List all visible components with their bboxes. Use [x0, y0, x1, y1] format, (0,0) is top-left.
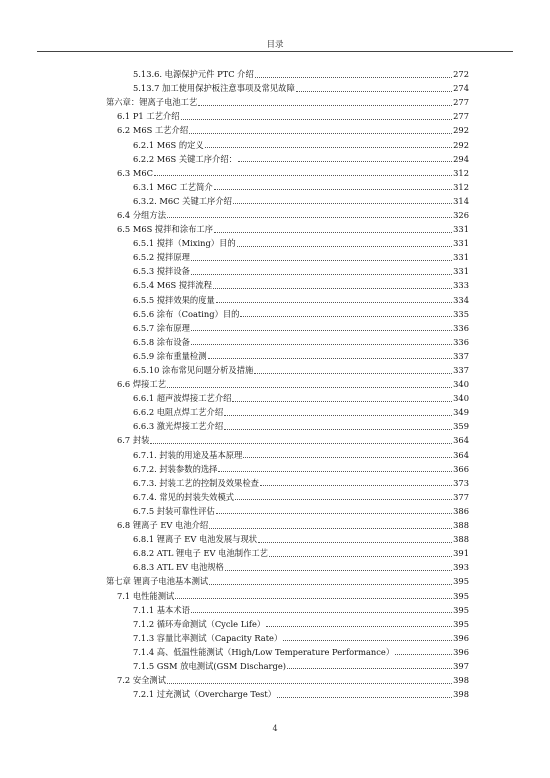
toc-entry-page: 391 [453, 548, 469, 559]
toc-entry[interactable] [0, 560, 550, 574]
toc-entry[interactable] [0, 222, 550, 236]
toc-dot-leader [224, 415, 452, 416]
toc-entry[interactable] [0, 588, 550, 602]
toc-entry-page: 349 [453, 407, 469, 418]
toc-entry[interactable] [0, 659, 550, 673]
toc-entry[interactable] [0, 645, 550, 659]
toc-entry-page: 397 [453, 660, 469, 671]
toc-entry-page: 396 [453, 632, 469, 643]
toc-dot-leader [287, 668, 452, 669]
toc-entry-page: 336 [453, 322, 469, 333]
toc-entry-title: 6.4 分组方法 [117, 209, 167, 220]
toc-entry-title: 6.5.4 M6S 搅拌流程 [133, 280, 213, 291]
toc-entry-page: 364 [453, 435, 469, 446]
toc-entry-title: 6.6.1 超声波焊接工艺介绍 [133, 393, 232, 404]
toc-dot-leader [189, 133, 452, 134]
toc-dot-leader [191, 260, 452, 261]
toc-entry-page: 312 [453, 181, 469, 192]
toc-entry-title: 5.13.7 加工使用保护板注意事项及常见故障 [133, 83, 295, 94]
toc-dot-leader [255, 77, 452, 78]
header-rule [37, 51, 513, 52]
toc-entry-page: 398 [453, 675, 469, 686]
toc-dot-leader [260, 485, 452, 486]
toc-dot-leader [238, 161, 452, 162]
toc-entry-page: 377 [453, 491, 469, 502]
toc-dot-leader [254, 373, 452, 374]
toc-dot-leader [237, 246, 452, 247]
toc-entry-title: 7.1.3 容量比率测试（Capacity Rate） [133, 632, 283, 643]
toc-entry-title: 7.2 安全测试 [117, 675, 167, 686]
toc-entry-page: 340 [453, 393, 469, 404]
toc-entry[interactable] [0, 236, 550, 250]
toc-entry[interactable] [0, 363, 550, 377]
toc-entry[interactable] [0, 166, 550, 180]
toc-dot-leader [191, 274, 452, 275]
toc-dot-leader [154, 175, 452, 176]
toc-entry-page: 337 [453, 365, 469, 376]
toc-entry-title: 6.3 M6C [117, 167, 153, 178]
toc-entry-page: 337 [453, 350, 469, 361]
toc-dot-leader [216, 513, 452, 514]
toc-entry-title: 6.2.1 M6S 的定义 [133, 139, 204, 150]
toc-entry[interactable] [0, 307, 550, 321]
toc-entry[interactable] [0, 476, 550, 490]
toc-entry-title: 6.5.10 涂布常见问题分析及措施 [133, 365, 254, 376]
toc-entry-title: 6.7.2. 封装参数的选择 [133, 463, 218, 474]
toc-dot-leader [224, 429, 452, 430]
toc-dot-leader [191, 612, 452, 613]
toc-entry[interactable] [0, 109, 550, 123]
toc-dot-leader [198, 105, 452, 106]
toc-entry-title: 6.5.6 涂布（Coating）目的 [133, 308, 240, 319]
toc-entry-page: 294 [453, 153, 469, 164]
toc-dot-leader [218, 471, 452, 472]
toc-entry-page: 388 [453, 520, 469, 531]
toc-entry[interactable] [0, 603, 550, 617]
toc-dot-leader [258, 542, 452, 543]
toc-entry-title: 7.1.5 GSM 放电测试(GSM Discharge) [133, 660, 286, 671]
toc-entry[interactable] [0, 95, 550, 109]
toc-entry[interactable] [0, 405, 550, 419]
toc-entry-page: 314 [453, 195, 469, 206]
toc-entry-title: 6.5.3 搅拌设备 [133, 266, 190, 277]
toc-dot-leader [175, 598, 452, 599]
toc-entry-page: 292 [453, 139, 469, 150]
toc-entry[interactable] [0, 391, 550, 405]
toc-dot-leader [209, 528, 452, 529]
toc-dot-leader [167, 387, 452, 388]
toc-dot-leader [277, 697, 452, 698]
toc-entry[interactable] [0, 81, 550, 95]
toc-entry[interactable] [0, 293, 550, 307]
page-number: 4 [272, 724, 278, 733]
toc-dot-leader [243, 457, 452, 458]
toc-entry[interactable] [0, 67, 550, 81]
toc-entry-title: 6.2 M6S 工艺介绍 [117, 125, 189, 136]
toc-entry-title: 6.5.2 搅拌原理 [133, 252, 190, 263]
toc-entry-page: 395 [453, 576, 469, 587]
toc-entry-title: 6.5.8 涂布设备 [133, 336, 190, 347]
toc-dot-leader [395, 654, 452, 655]
toc-dot-leader [225, 570, 452, 571]
toc-entry-title: 6.5.1 搅拌（Mixing）目的 [133, 238, 236, 249]
toc-entry-page: 393 [453, 562, 469, 573]
toc-entry[interactable] [0, 335, 550, 349]
toc-entry-title: 6.7.5 封装可靠性评估 [133, 505, 215, 516]
toc-entry-title: 6.5.5 搅拌效果的度量 [133, 294, 215, 305]
toc-entry[interactable] [0, 532, 550, 546]
toc-entry[interactable] [0, 433, 550, 447]
toc-dot-leader [266, 626, 452, 627]
toc-entry-page: 395 [453, 590, 469, 601]
toc-entry-page: 395 [453, 604, 469, 615]
toc-entry-title: 7.1.4 高、低温性能测试（High/Low Temperature Performance） [133, 646, 395, 657]
toc-entry-page: 274 [453, 83, 469, 94]
toc-entry-page: 386 [453, 505, 469, 516]
toc-dot-leader [233, 203, 452, 204]
toc-entry-title: 6.8.2 ATL 锂电子 EV 电池制作工艺 [133, 548, 268, 559]
toc-entry-title: 6.6 焊接工艺 [117, 379, 167, 390]
table-of-contents [0, 67, 550, 701]
toc-dot-leader [205, 147, 452, 148]
toc-entry-title: 6.3.2. M6C 关键工序介绍 [133, 195, 232, 206]
toc-entry-page: 395 [453, 618, 469, 629]
toc-entry[interactable] [0, 687, 550, 701]
toc-dot-leader [235, 499, 452, 500]
toc-dot-leader [167, 217, 452, 218]
toc-dot-leader [269, 556, 452, 557]
toc-entry-page: 331 [453, 224, 469, 235]
toc-entry-page: 373 [453, 477, 469, 488]
toc-dot-leader [213, 288, 452, 289]
page-header-title: 目录 [266, 40, 284, 50]
toc-entry-title: 7.1.2 循环寿命测试（Cycle Life） [133, 618, 266, 629]
toc-entry[interactable] [0, 123, 550, 137]
toc-entry-page: 336 [453, 336, 469, 347]
toc-entry-title: 6.6.2 电阻点焊工艺介绍 [133, 407, 224, 418]
toc-dot-leader [214, 232, 452, 233]
toc-entry[interactable] [0, 462, 550, 476]
toc-entry-title: 6.8.1 锂离子 EV 电池发展与现状 [133, 534, 258, 545]
toc-entry-title: 第七章 锂离子电池基本测试 [106, 576, 209, 587]
toc-entry-page: 331 [453, 266, 469, 277]
toc-entry-title: 6.5 M6S 搅拌和涂布工序 [117, 224, 214, 235]
toc-entry[interactable] [0, 617, 550, 631]
toc-dot-leader [240, 316, 452, 317]
toc-entry[interactable] [0, 518, 550, 532]
toc-entry[interactable] [0, 264, 550, 278]
toc-entry-page: 333 [453, 280, 469, 291]
toc-entry[interactable] [0, 349, 550, 363]
toc-entry[interactable] [0, 504, 550, 518]
toc-entry[interactable] [0, 546, 550, 560]
toc-entry[interactable] [0, 673, 550, 687]
toc-dot-leader [191, 330, 452, 331]
toc-dot-leader [296, 91, 452, 92]
toc-entry-page: 277 [453, 97, 469, 108]
toc-entry-title: 6.5.7 涂布原理 [133, 322, 190, 333]
toc-dot-leader [191, 344, 452, 345]
toc-entry-page: 277 [453, 111, 469, 122]
toc-entry-title: 5.13.6. 电源保护元件 PTC 介绍 [133, 69, 254, 80]
toc-entry-title: 7.1 电性能测试 [117, 590, 175, 601]
toc-dot-leader [214, 189, 452, 190]
toc-dot-leader [150, 443, 452, 444]
toc-entry-title: 6.5.9 涂布重量检测 [133, 350, 207, 361]
toc-entry[interactable] [0, 208, 550, 222]
toc-entry-page: 396 [453, 646, 469, 657]
toc-entry[interactable] [0, 574, 550, 588]
toc-dot-leader [167, 683, 452, 684]
toc-entry-page: 331 [453, 252, 469, 263]
toc-entry[interactable] [0, 180, 550, 194]
toc-entry-title: 第六章：锂离子电池工艺 [106, 97, 198, 108]
toc-entry-title: 6.6.3 激光焊接工艺介绍 [133, 421, 224, 432]
toc-entry[interactable] [0, 490, 550, 504]
toc-entry-page: 312 [453, 167, 469, 178]
toc-dot-leader [283, 640, 452, 641]
toc-entry[interactable] [0, 448, 550, 462]
toc-entry-title: 6.7.1. 封装的用途及基本原理 [133, 449, 243, 460]
toc-entry-page: 292 [453, 125, 469, 136]
toc-entry-page: 398 [453, 689, 469, 700]
toc-dot-leader [216, 302, 452, 303]
toc-entry-title: 6.2.2 M6S 关键工序介绍： [133, 153, 237, 164]
toc-entry-page: 340 [453, 379, 469, 390]
toc-entry-title: 6.7.4. 常见的封装失效模式 [133, 491, 235, 502]
toc-entry-page: 366 [453, 463, 469, 474]
toc-dot-leader [232, 401, 452, 402]
toc-entry[interactable] [0, 278, 550, 292]
toc-entry-title: 6.7.3. 封装工艺的控制及效果检查 [133, 477, 259, 488]
toc-entry-page: 388 [453, 534, 469, 545]
toc-entry[interactable] [0, 250, 550, 264]
toc-entry[interactable] [0, 631, 550, 645]
toc-entry-page: 335 [453, 308, 469, 319]
toc-entry-page: 272 [453, 69, 469, 80]
toc-entry[interactable] [0, 152, 550, 166]
toc-entry[interactable] [0, 194, 550, 208]
toc-dot-leader [208, 358, 453, 359]
toc-entry-title: 6.8.3 ATL EV 电池规格 [133, 562, 224, 573]
toc-entry[interactable] [0, 137, 550, 151]
toc-entry-title: 7.1.1 基本术语 [133, 604, 190, 615]
toc-entry-page: 326 [453, 209, 469, 220]
toc-entry-page: 359 [453, 421, 469, 432]
toc-dot-leader [181, 119, 453, 120]
toc-entry-page: 334 [453, 294, 469, 305]
toc-entry-title: 6.3.1 M6C 工艺简介 [133, 181, 213, 192]
toc-entry-title: 7.2.1 过充测试（Overcharge Test） [133, 689, 277, 700]
toc-entry[interactable] [0, 419, 550, 433]
toc-entry-title: 6.8 锂离子 EV 电池介绍 [117, 520, 209, 531]
toc-entry-title: 6.7 封装 [117, 435, 150, 446]
toc-entry-title: 6.1 P1 工艺介绍 [117, 111, 180, 122]
toc-entry[interactable] [0, 377, 550, 391]
toc-entry-page: 331 [453, 238, 469, 249]
toc-dot-leader [209, 584, 452, 585]
toc-entry-page: 364 [453, 449, 469, 460]
toc-entry[interactable] [0, 321, 550, 335]
